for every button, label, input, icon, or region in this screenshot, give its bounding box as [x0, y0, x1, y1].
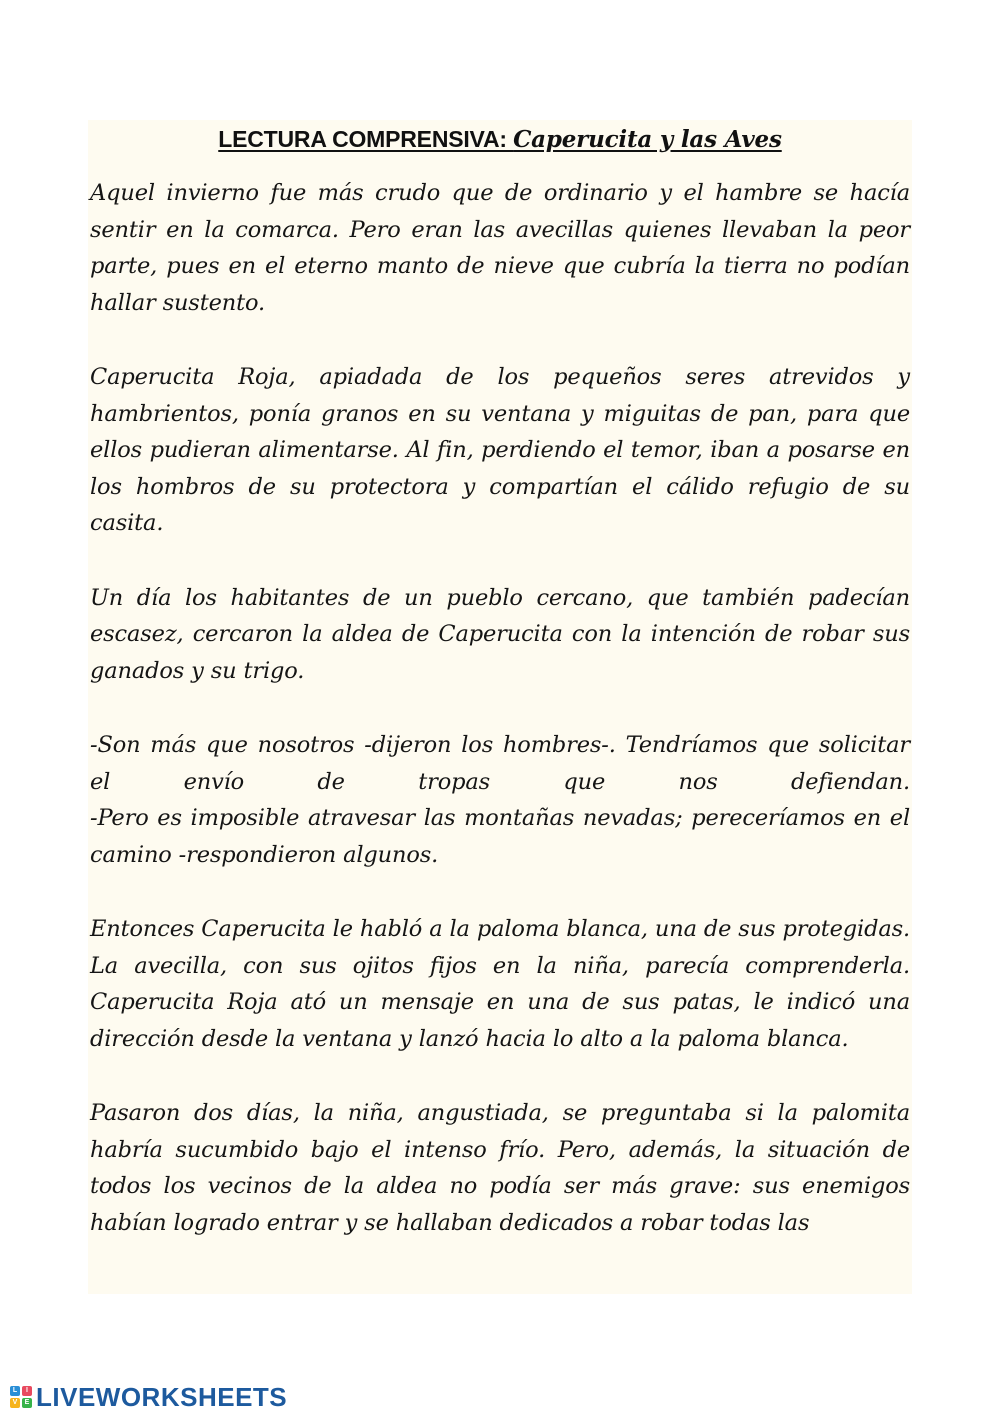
title-prefix: LECTURA COMPRENSIVA: — [218, 126, 514, 152]
paragraph-5: Pasaron dos días, la niña, angustiada, se preguntaba si la palomita habría sucumbido bajo el intenso frío. Pero, además, la situación de todos los vecinos de la aldea no podía ser más grave: sus enemigos habían logrado entrar y se hallaban dedicados a robar todas las — [90, 1100, 910, 1236]
dialogue-line-1: -Son más que nosotros -dijeron los hombres-. Tendríamos que solicitar el envío de tropas que nos defiendan. — [90, 732, 910, 795]
reading-body — [88, 175, 912, 1241]
reading-sheet — [88, 120, 912, 1294]
liveworksheets-brand[interactable]: LIVEWORKSHEETS — [36, 1381, 288, 1412]
title-story-name: Caperucita y las Aves — [513, 126, 782, 153]
paragraph-2: Caperucita Roja, apiadada de los pequeños seres atrevidos y hambrientos, ponía granos en su ventana y miguitas de pan, para que ellos pudieran alimentarse. Al fin, perdiendo el temor, iban a posarse en los hombros de su protectora y compartían el cálido refugio de su casita. — [90, 364, 910, 536]
dialogue-line-2: -Pero es imposible atravesar las montañas nevadas; pereceríamos en el camino -respondieron algunos. — [90, 805, 910, 868]
paragraph-3: Un día los habitantes de un pueblo cercano, que también padecían escasez, cercaron la aldea de Caperucita con la intención de robar sus ganados y su trigo. — [90, 584, 910, 684]
paragraph-1: Aquel invierno fue más crudo que de ordinario y el hambre se hacía sentir en la comarca. Pero eran las avecillas quienes llevaban la peor parte, pues en el eterno manto de nieve que cubría la tierra no podían hallar sustento. — [90, 180, 910, 316]
liveworksheets-footer[interactable] — [10, 1382, 287, 1412]
liveworksheets-logo-icon: L I V E — [10, 1386, 32, 1408]
page-title — [88, 120, 912, 153]
paragraph-4: Entonces Caperucita le habló a la paloma blanca, una de sus protegidas. La avecilla, con sus ojitos fijos en la niña, parecía comprenderla. Caperucita Roja ató un mensaje en una de sus patas, le indicó una dirección desde la ventana y lanzó hacia lo alto a la paloma blanca. — [90, 916, 910, 1052]
paragraph-dialogue — [90, 727, 910, 873]
